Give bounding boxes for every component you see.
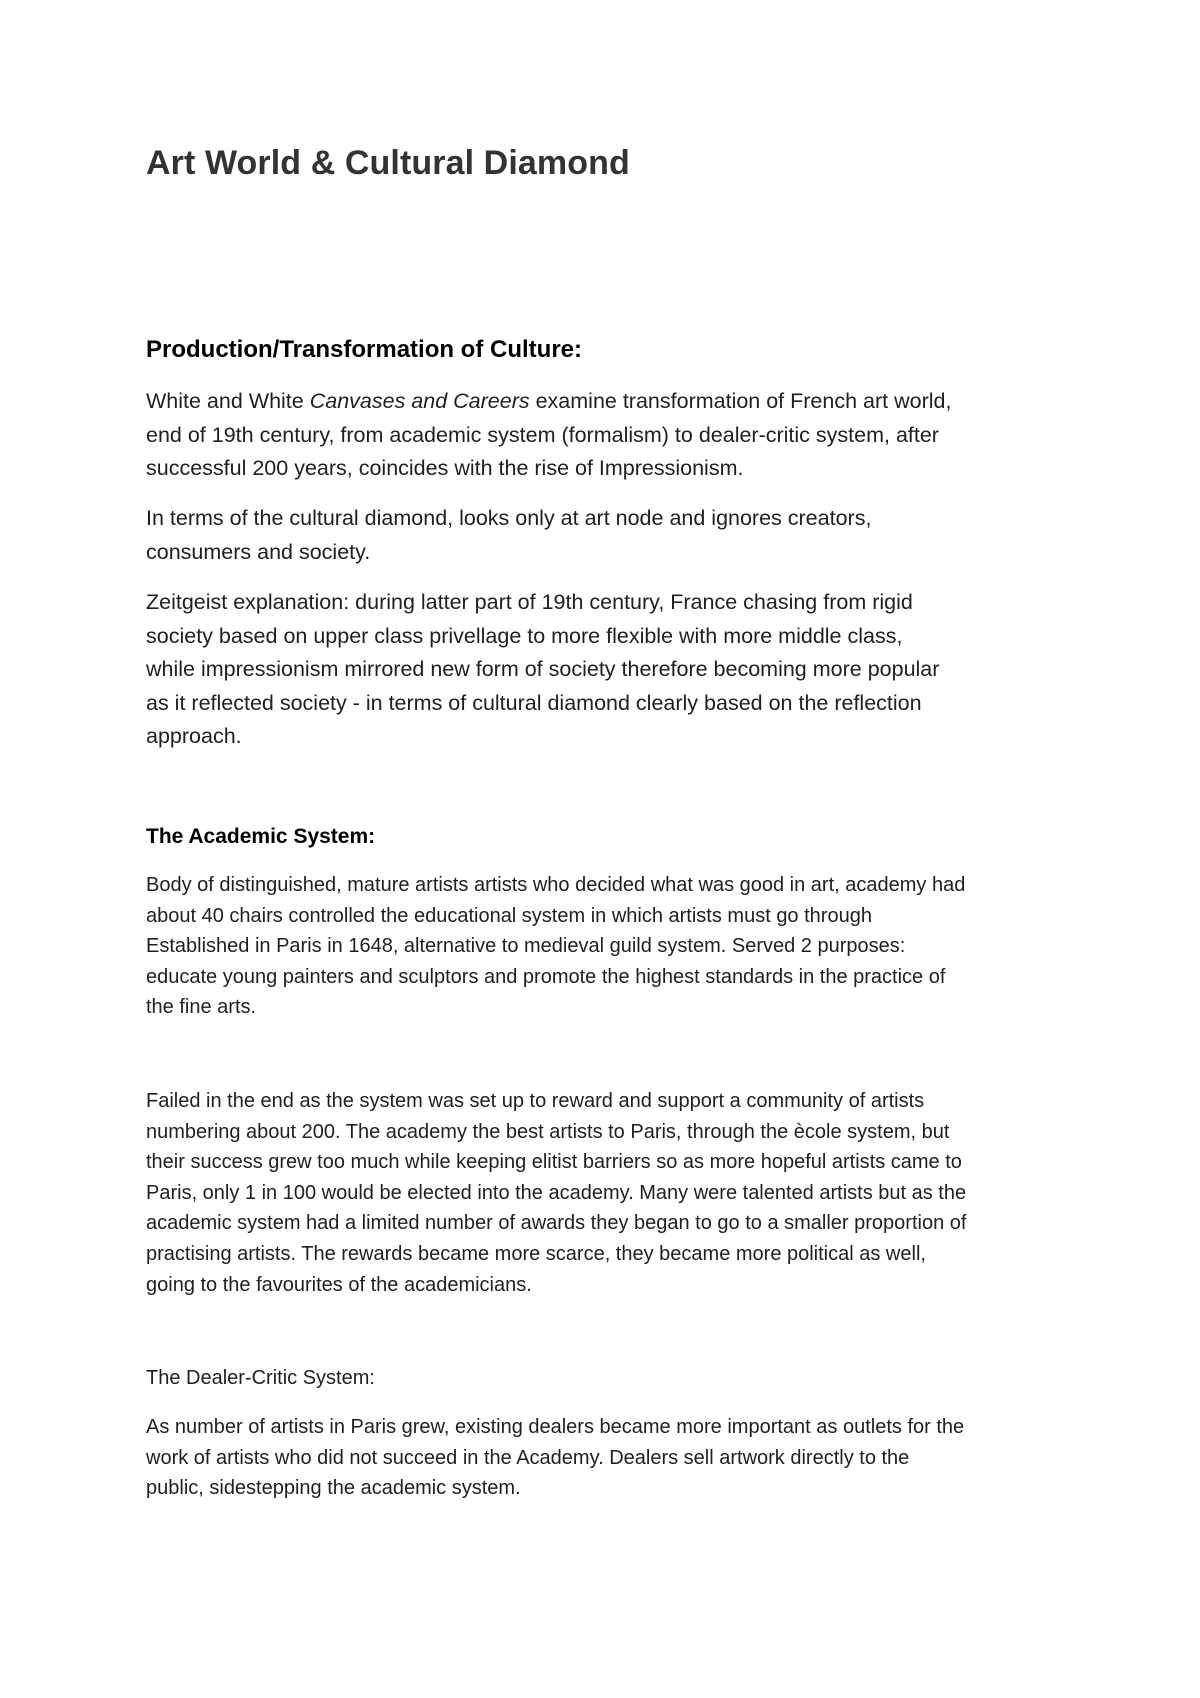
- text-line: academic system had a limited number of awards they began to go to a smaller proportion of: [146, 1212, 967, 1235]
- text-line: Body of distinguished, mature artists artists who decided what was good in art, academy had: [146, 874, 966, 896]
- section-heading-academic-system: The Academic System:: [146, 825, 376, 848]
- text-line: successful 200 years, coincides with the rise of Impressionism.: [146, 456, 744, 480]
- text-line: consumers and society.: [146, 539, 371, 564]
- paragraph-dealer-critic: [146, 1412, 1076, 1504]
- section-heading-production: Production/Transformation of Culture:: [146, 336, 582, 363]
- text-line: the fine arts.: [146, 996, 257, 1019]
- paragraph-zeitgeist: [146, 586, 1076, 754]
- text-line: work of artists who did not succeed in the Academy. Dealers sell artwork directly to the: [146, 1446, 910, 1469]
- text-line: approach.: [146, 724, 242, 748]
- text-line: public, sidestepping the academic system.: [146, 1477, 521, 1500]
- section-heading-dealer-critic: The Dealer-Critic System:: [146, 1367, 375, 1389]
- paragraph-canvases-careers: [146, 385, 1076, 486]
- text-run: White and White: [146, 389, 310, 413]
- text-line: their success grew too much while keeping elitist barriers so as more hopeful artists came to: [146, 1151, 962, 1174]
- text-line: going to the favourites of the academicians.: [146, 1273, 532, 1296]
- paragraph-academy-failure: [146, 1086, 1076, 1300]
- text-line: practising artists. The rewards became more scarce, they became more political as well,: [146, 1242, 926, 1265]
- text-line: As number of artists in Paris grew, existing dealers became more important as outlets for the: [146, 1416, 965, 1438]
- paragraph-academy-body: [146, 870, 1076, 1023]
- text-line: Failed in the end as the system was set up to reward and support a community of artists: [146, 1090, 925, 1112]
- text-line: [146, 385, 1076, 419]
- text-line: about 40 chairs controlled the educational system in which artists must go through: [146, 904, 872, 927]
- text-line: Paris, only 1 in 100 would be elected into the academy. Many were talented artists but as the: [146, 1181, 967, 1204]
- document-title: Art World & Cultural Diamond: [146, 144, 630, 182]
- text-line: Zeitgeist explanation: during latter part of 19th century, France chasing from rigid: [146, 590, 913, 614]
- book-title-italic: Canvases and Careers: [309, 389, 530, 413]
- text-line: numbering about 200. The academy the best artists to Paris, through the ècole system, but: [146, 1120, 950, 1143]
- text-line: educate young painters and sculptors and promote the highest standards in the practice of: [146, 965, 946, 988]
- text-line: Established in Paris in 1648, alternative to medieval guild system. Served 2 purposes:: [146, 935, 906, 958]
- text-line: as it reflected society - in terms of cultural diamond clearly based on the reflection: [146, 690, 922, 715]
- text-line: while impressionism mirrored new form of society therefore becoming more popular: [146, 657, 940, 681]
- text-line: society based on upper class privellage to more flexible with more middle class,: [146, 623, 903, 648]
- text-run: examine transformation of French art world,: [529, 389, 952, 413]
- text-line: end of 19th century, from academic system (formalism) to dealer-critic system, after: [146, 422, 939, 447]
- paragraph-cultural-diamond: [146, 502, 1076, 569]
- text-line: In terms of the cultural diamond, looks only at art node and ignores creators,: [146, 506, 872, 530]
